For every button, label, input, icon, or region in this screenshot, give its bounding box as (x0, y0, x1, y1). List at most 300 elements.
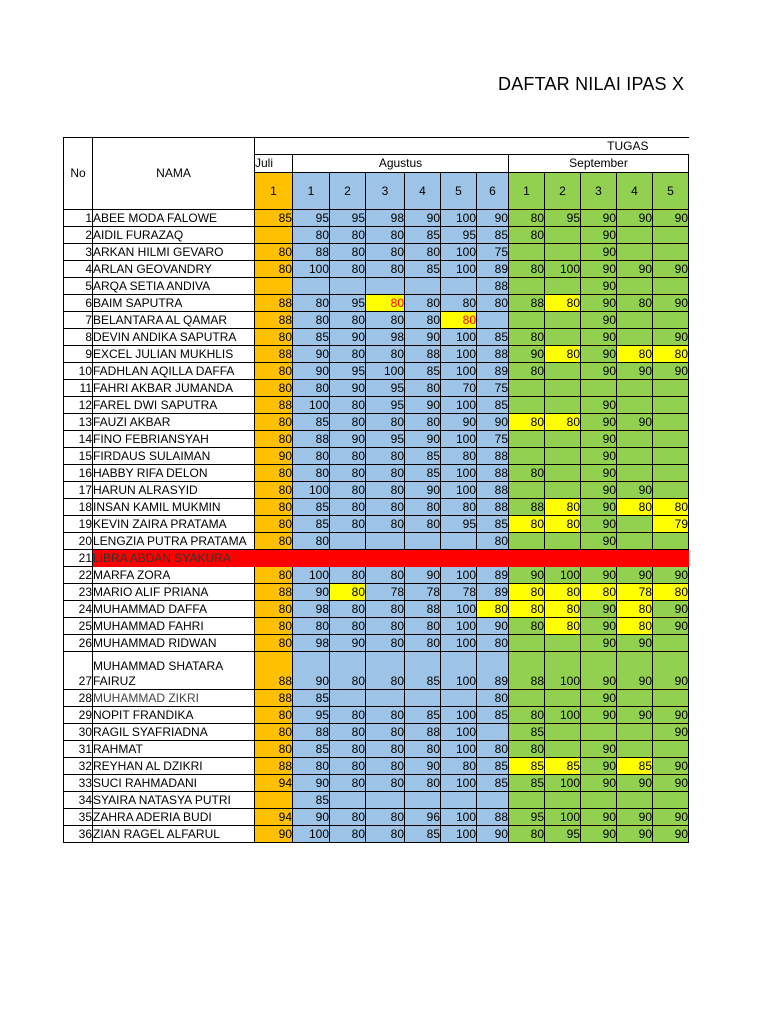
score-cell: 89 (477, 584, 509, 601)
student-name: AIDIL FURAZAQ (93, 227, 255, 244)
task-number-8: 1 (509, 173, 545, 210)
score-cell: 90 (477, 618, 509, 635)
score-cell: 80 (330, 227, 366, 244)
score-cell: 90 (441, 414, 477, 431)
score-cell: 80 (255, 499, 293, 516)
score-cell: 90 (255, 826, 293, 843)
score-cell: 80 (255, 465, 293, 482)
score-cell: 80 (653, 346, 689, 363)
student-name: ARQA SETIA ANDIVA (93, 278, 255, 295)
score-cell: 88 (255, 652, 293, 690)
score-cell: 80 (477, 533, 509, 550)
task-number-1: 1 (255, 173, 293, 210)
score-cell: 80 (509, 363, 545, 380)
score-cell: 80 (545, 601, 581, 618)
score-cell: 90 (617, 363, 653, 380)
row-number: 6 (64, 295, 93, 312)
score-cell: 80 (405, 741, 441, 758)
score-cell: 80 (653, 584, 689, 601)
score-cell (545, 792, 581, 809)
score-cell: 80 (255, 724, 293, 741)
score-cell: 88 (477, 278, 509, 295)
score-cell: 80 (405, 244, 441, 261)
student-name: MUHAMMAD DAFFA (93, 601, 255, 618)
score-cell: 90 (617, 567, 653, 584)
score-cell (509, 690, 545, 707)
score-cell (653, 741, 689, 758)
score-cell: 90 (653, 707, 689, 724)
score-cell: 90 (330, 635, 366, 652)
row-number: 24 (64, 601, 93, 618)
score-cell: 89 (477, 261, 509, 278)
row-number: 22 (64, 567, 93, 584)
score-cell: 80 (617, 601, 653, 618)
score-cell (293, 278, 330, 295)
score-cell: 90 (581, 601, 617, 618)
score-cell: 80 (545, 618, 581, 635)
student-name: LENGZIA PUTRA PRATAMA (93, 533, 255, 550)
score-cell: 100 (545, 707, 581, 724)
score-cell (545, 431, 581, 448)
score-cell: 80 (366, 227, 405, 244)
score-cell: 100 (545, 775, 581, 792)
score-cell: 78 (441, 584, 477, 601)
score-cell: 100 (293, 567, 330, 584)
score-cell: 80 (441, 758, 477, 775)
score-cell: 80 (330, 826, 366, 843)
score-cell (545, 312, 581, 329)
score-cell: 90 (653, 329, 689, 346)
score-cell: 85 (405, 465, 441, 482)
score-cell: 80 (330, 601, 366, 618)
table-row (64, 652, 689, 690)
score-cell: 90 (581, 826, 617, 843)
score-cell: 80 (293, 465, 330, 482)
row-number: 5 (64, 278, 93, 295)
score-cell: 80 (255, 363, 293, 380)
score-cell: 80 (366, 826, 405, 843)
row-number: 31 (64, 741, 93, 758)
score-cell: 85 (477, 516, 509, 533)
score-cell: 100 (441, 707, 477, 724)
score-cell: 98 (293, 601, 330, 618)
table-row (64, 635, 689, 652)
score-cell (617, 741, 653, 758)
score-cell: 85 (477, 397, 509, 414)
score-cell: 90 (653, 652, 689, 690)
student-name: MARIO ALIF PRIANA (93, 584, 255, 601)
score-cell (545, 482, 581, 499)
score-cell: 80 (293, 758, 330, 775)
student-name: LIBRA ABDAN SYAKURA (93, 550, 255, 567)
task-number-5: 4 (405, 173, 441, 210)
score-cell: 90 (581, 329, 617, 346)
score-cell (545, 329, 581, 346)
score-cell (617, 244, 653, 261)
table-row (64, 584, 689, 601)
score-cell: 75 (477, 244, 509, 261)
row-number: 11 (64, 380, 93, 397)
score-cell: 85 (293, 516, 330, 533)
table-row (64, 346, 689, 363)
score-cell: 90 (405, 431, 441, 448)
student-name: HARUN ALRASYID (93, 482, 255, 499)
table-row (64, 295, 689, 312)
score-cell: 80 (330, 482, 366, 499)
score-cell: 100 (293, 261, 330, 278)
score-cell: 80 (366, 499, 405, 516)
score-cell (330, 278, 366, 295)
score-cell: 80 (366, 724, 405, 741)
score-cell: 100 (441, 635, 477, 652)
score-cell: 100 (441, 261, 477, 278)
student-name: MUHAMMAD SHATARA FAIRUZ (93, 652, 255, 690)
table-row (64, 618, 689, 635)
score-cell: 100 (441, 346, 477, 363)
row-number: 12 (64, 397, 93, 414)
score-cell (545, 550, 581, 567)
score-cell: 80 (330, 244, 366, 261)
score-cell: 88 (509, 652, 545, 690)
score-cell: 85 (405, 227, 441, 244)
score-cell: 80 (366, 741, 405, 758)
score-cell: 80 (441, 499, 477, 516)
row-number: 23 (64, 584, 93, 601)
score-cell: 90 (581, 499, 617, 516)
score-cell: 90 (581, 533, 617, 550)
score-cell: 90 (617, 635, 653, 652)
table-row (64, 690, 689, 707)
score-cell: 80 (509, 601, 545, 618)
row-number: 10 (64, 363, 93, 380)
student-name: FAUZI AKBAR (93, 414, 255, 431)
row-number: 9 (64, 346, 93, 363)
score-cell: 80 (405, 635, 441, 652)
score-cell: 80 (366, 618, 405, 635)
score-cell: 85 (617, 758, 653, 775)
score-cell: 80 (330, 652, 366, 690)
score-cell: 100 (441, 482, 477, 499)
score-cell: 100 (441, 431, 477, 448)
score-cell: 90 (330, 329, 366, 346)
student-name: NOPIT FRANDIKA (93, 707, 255, 724)
score-cell (617, 227, 653, 244)
score-cell: 100 (293, 482, 330, 499)
score-cell (653, 533, 689, 550)
score-cell: 80 (255, 635, 293, 652)
score-cell (293, 550, 330, 567)
table-row (64, 567, 689, 584)
score-cell: 100 (545, 567, 581, 584)
score-cell: 95 (366, 380, 405, 397)
score-cell: 90 (581, 414, 617, 431)
score-cell (581, 792, 617, 809)
student-name: SYAIRA NATASYA PUTRI (93, 792, 255, 809)
score-cell: 95 (330, 210, 366, 227)
score-cell: 75 (477, 380, 509, 397)
header-month-september: September (509, 155, 689, 173)
score-cell: 90 (581, 690, 617, 707)
score-cell: 80 (330, 397, 366, 414)
score-cell: 85 (405, 261, 441, 278)
student-name: ZIAN RAGEL ALFARUL (93, 826, 255, 843)
score-cell (545, 448, 581, 465)
score-cell: 80 (366, 567, 405, 584)
score-cell (509, 533, 545, 550)
student-name: MARFA ZORA (93, 567, 255, 584)
score-cell: 80 (509, 465, 545, 482)
table-row (64, 826, 689, 843)
score-cell (545, 635, 581, 652)
score-cell: 90 (405, 329, 441, 346)
score-cell (617, 278, 653, 295)
task-number-7: 6 (477, 173, 509, 210)
score-cell (441, 690, 477, 707)
score-cell: 85 (405, 448, 441, 465)
score-cell: 85 (509, 775, 545, 792)
score-cell: 78 (405, 584, 441, 601)
score-cell (441, 278, 477, 295)
student-name: INSAN KAMIL MUKMIN (93, 499, 255, 516)
score-cell: 80 (255, 380, 293, 397)
table-row (64, 261, 689, 278)
score-cell: 90 (330, 380, 366, 397)
student-name: RAGIL SYAFRIADNA (93, 724, 255, 741)
row-number: 13 (64, 414, 93, 431)
score-cell (509, 635, 545, 652)
score-cell (617, 312, 653, 329)
score-cell: 80 (255, 482, 293, 499)
table-row (64, 244, 689, 261)
score-cell: 90 (581, 567, 617, 584)
row-number: 14 (64, 431, 93, 448)
table-row (64, 482, 689, 499)
score-cell: 100 (441, 724, 477, 741)
score-cell (441, 792, 477, 809)
score-cell (653, 227, 689, 244)
score-cell: 80 (441, 312, 477, 329)
score-cell (617, 550, 653, 567)
score-cell: 90 (581, 809, 617, 826)
table-row (64, 516, 689, 533)
score-cell: 85 (405, 363, 441, 380)
row-number: 30 (64, 724, 93, 741)
score-cell (617, 724, 653, 741)
score-cell (545, 690, 581, 707)
score-cell (545, 397, 581, 414)
row-number: 7 (64, 312, 93, 329)
score-cell: 88 (509, 499, 545, 516)
score-cell: 80 (509, 414, 545, 431)
score-cell (653, 312, 689, 329)
score-cell (617, 792, 653, 809)
table-row (64, 499, 689, 516)
score-cell: 90 (509, 346, 545, 363)
score-cell: 80 (477, 601, 509, 618)
score-cell (366, 533, 405, 550)
row-number: 2 (64, 227, 93, 244)
score-cell (405, 278, 441, 295)
row-number: 18 (64, 499, 93, 516)
score-cell: 100 (441, 210, 477, 227)
score-cell: 90 (653, 758, 689, 775)
score-cell: 80 (293, 227, 330, 244)
score-cell: 90 (581, 244, 617, 261)
score-cell: 80 (366, 482, 405, 499)
score-cell (509, 278, 545, 295)
score-cell (366, 792, 405, 809)
score-cell: 80 (509, 210, 545, 227)
score-cell: 90 (653, 724, 689, 741)
score-cell: 80 (330, 775, 366, 792)
score-cell: 80 (330, 414, 366, 431)
score-cell: 75 (477, 431, 509, 448)
row-number: 35 (64, 809, 93, 826)
score-cell: 88 (255, 312, 293, 329)
score-cell (405, 690, 441, 707)
score-cell (545, 227, 581, 244)
score-cell: 90 (509, 567, 545, 584)
score-cell: 78 (617, 584, 653, 601)
student-name: FADHLAN AQILLA DAFFA (93, 363, 255, 380)
score-cell: 88 (255, 758, 293, 775)
score-cell (617, 431, 653, 448)
row-number: 16 (64, 465, 93, 482)
score-cell: 80 (545, 584, 581, 601)
score-cell (477, 792, 509, 809)
row-number: 25 (64, 618, 93, 635)
task-number-2: 1 (293, 173, 330, 210)
score-cell (617, 533, 653, 550)
score-cell: 90 (653, 363, 689, 380)
score-cell: 90 (293, 346, 330, 363)
score-cell: 88 (255, 584, 293, 601)
row-number: 20 (64, 533, 93, 550)
score-cell: 80 (477, 295, 509, 312)
score-cell: 80 (255, 618, 293, 635)
score-cell: 80 (477, 690, 509, 707)
score-cell (581, 550, 617, 567)
score-cell: 88 (477, 809, 509, 826)
row-number: 27 (64, 652, 93, 690)
score-cell: 80 (545, 516, 581, 533)
header-month-juli: Juli (255, 155, 293, 173)
score-cell: 90 (617, 261, 653, 278)
task-number-6: 5 (441, 173, 477, 210)
score-cell: 90 (653, 601, 689, 618)
score-cell: 90 (293, 363, 330, 380)
score-cell: 88 (477, 346, 509, 363)
student-name: FAHRI AKBAR JUMANDA (93, 380, 255, 397)
score-cell: 95 (509, 809, 545, 826)
table-row (64, 741, 689, 758)
score-cell: 80 (509, 618, 545, 635)
row-number: 19 (64, 516, 93, 533)
score-cell: 80 (366, 448, 405, 465)
score-cell (617, 516, 653, 533)
score-cell (509, 312, 545, 329)
score-cell: 89 (477, 652, 509, 690)
score-cell: 89 (477, 363, 509, 380)
score-cell: 80 (477, 635, 509, 652)
student-name: DEVIN ANDIKA SAPUTRA (93, 329, 255, 346)
score-cell: 80 (293, 448, 330, 465)
score-cell: 88 (477, 448, 509, 465)
score-cell: 80 (405, 499, 441, 516)
score-cell (330, 792, 366, 809)
score-cell: 88 (293, 431, 330, 448)
score-cell: 90 (581, 707, 617, 724)
score-cell: 96 (405, 809, 441, 826)
score-cell (653, 550, 689, 567)
score-cell: 80 (366, 601, 405, 618)
score-cell: 100 (545, 809, 581, 826)
score-cell (477, 550, 509, 567)
score-cell: 90 (581, 482, 617, 499)
row-number: 36 (64, 826, 93, 843)
table-row (64, 792, 689, 809)
score-cell (617, 329, 653, 346)
score-cell (405, 792, 441, 809)
score-cell: 90 (581, 741, 617, 758)
row-number: 1 (64, 210, 93, 227)
score-cell: 94 (255, 809, 293, 826)
student-name: ABEE MODA FALOWE (93, 210, 255, 227)
student-name: FIRDAUS SULAIMAN (93, 448, 255, 465)
score-cell: 98 (366, 210, 405, 227)
score-cell: 90 (477, 826, 509, 843)
score-cell: 80 (477, 741, 509, 758)
score-cell: 90 (405, 210, 441, 227)
score-cell: 80 (255, 567, 293, 584)
score-cell: 90 (581, 210, 617, 227)
row-number: 3 (64, 244, 93, 261)
score-cell: 85 (477, 758, 509, 775)
score-cell: 90 (581, 431, 617, 448)
table-row (64, 775, 689, 792)
score-cell: 80 (405, 380, 441, 397)
score-cell (545, 244, 581, 261)
score-cell (545, 278, 581, 295)
score-cell: 90 (653, 567, 689, 584)
task-number-11: 4 (617, 173, 653, 210)
score-cell (405, 550, 441, 567)
score-cell: 90 (653, 775, 689, 792)
score-cell: 100 (441, 601, 477, 618)
student-name: RAHMAT (93, 741, 255, 758)
score-cell: 80 (509, 227, 545, 244)
score-cell: 80 (293, 295, 330, 312)
score-cell: 80 (545, 499, 581, 516)
table-row (64, 210, 689, 227)
score-cell: 90 (581, 261, 617, 278)
score-cell (545, 363, 581, 380)
row-number: 28 (64, 690, 93, 707)
score-cell: 80 (509, 707, 545, 724)
score-cell: 85 (293, 499, 330, 516)
student-name: BELANTARA AL QAMAR (93, 312, 255, 329)
score-cell: 80 (617, 295, 653, 312)
score-cell (617, 690, 653, 707)
student-name: FAREL DWI SAPUTRA (93, 397, 255, 414)
score-cell: 80 (255, 414, 293, 431)
row-number: 33 (64, 775, 93, 792)
table-row (64, 465, 689, 482)
score-cell: 80 (330, 707, 366, 724)
score-cell: 80 (330, 758, 366, 775)
score-cell (509, 792, 545, 809)
table-row (64, 448, 689, 465)
